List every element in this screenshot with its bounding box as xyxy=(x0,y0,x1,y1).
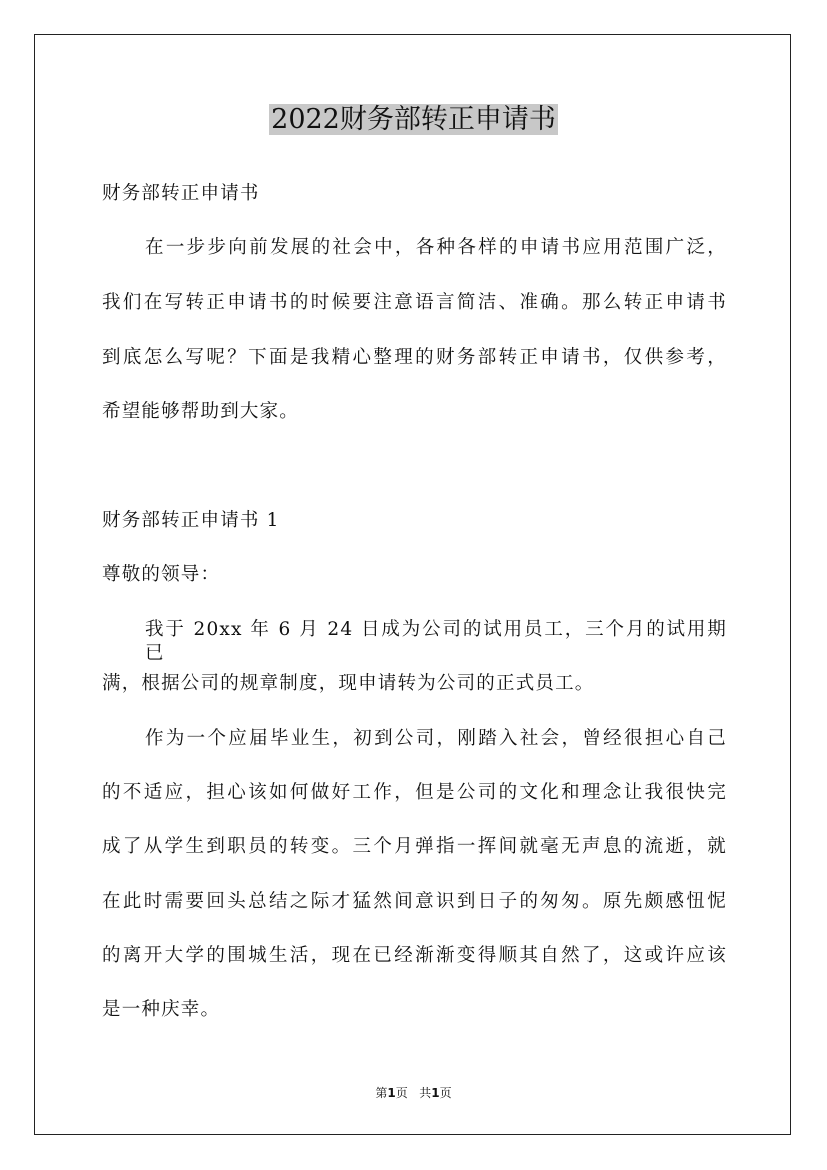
paragraph-line: 在一步步向前发展的社会中，各种各样的申请书应用范围广泛， xyxy=(145,237,727,258)
paragraph-line: 是一种庆幸。 xyxy=(102,999,221,1020)
paragraph-line: 的离开大学的围城生活，现在已经渐渐变得顺其自然了，这或许应该 xyxy=(102,945,727,966)
page-footer xyxy=(0,1084,827,1101)
salutation: 尊敬的领导： xyxy=(102,564,221,585)
total-pages: 1 xyxy=(431,1086,440,1100)
paragraph-line: 作为一个应届毕业生，初到公司，刚踏入社会，曾经很担心自己 xyxy=(145,728,727,749)
paragraph-line: 成了从学生到职员的转变。三个月弹指一挥间就毫无声息的流逝，就 xyxy=(102,836,727,857)
total-suffix: 页 xyxy=(439,1086,452,1100)
paragraph-line: 在此时需要回头总结之际才猛然间意识到日子的匆匆。原先颇感忸怩 xyxy=(102,891,727,912)
page-suffix: 页 xyxy=(395,1086,408,1100)
document-title: 2022财务部转正申请书 xyxy=(271,104,556,135)
page-prefix: 第 xyxy=(375,1086,388,1100)
paragraph-line: 我们在写转正申请书的时候要注意语言简洁、准确。那么转正申请书 xyxy=(102,292,727,313)
total-prefix: 共 xyxy=(419,1086,432,1100)
paragraph-line: 希望能够帮助到大家。 xyxy=(102,401,300,422)
document-title-wrapper xyxy=(0,100,827,140)
subtitle: 财务部转正申请书 xyxy=(102,183,260,204)
paragraph-line: 我于 20xx 年 6 月 24 日成为公司的试用员工，三个月的试用期已 xyxy=(145,619,727,664)
paragraph-line: 的不适应，担心该如何做好工作，但是公司的文化和理念让我很快完 xyxy=(102,782,727,803)
page-number: 1 xyxy=(387,1086,396,1100)
paragraph-line: 满，根据公司的规章制度，现申请转为公司的正式员工。 xyxy=(102,673,595,694)
section-heading: 财务部转正申请书 1 xyxy=(102,510,280,531)
paragraph-line: 到底怎么写呢？下面是我精心整理的财务部转正申请书，仅供参考， xyxy=(102,347,727,368)
